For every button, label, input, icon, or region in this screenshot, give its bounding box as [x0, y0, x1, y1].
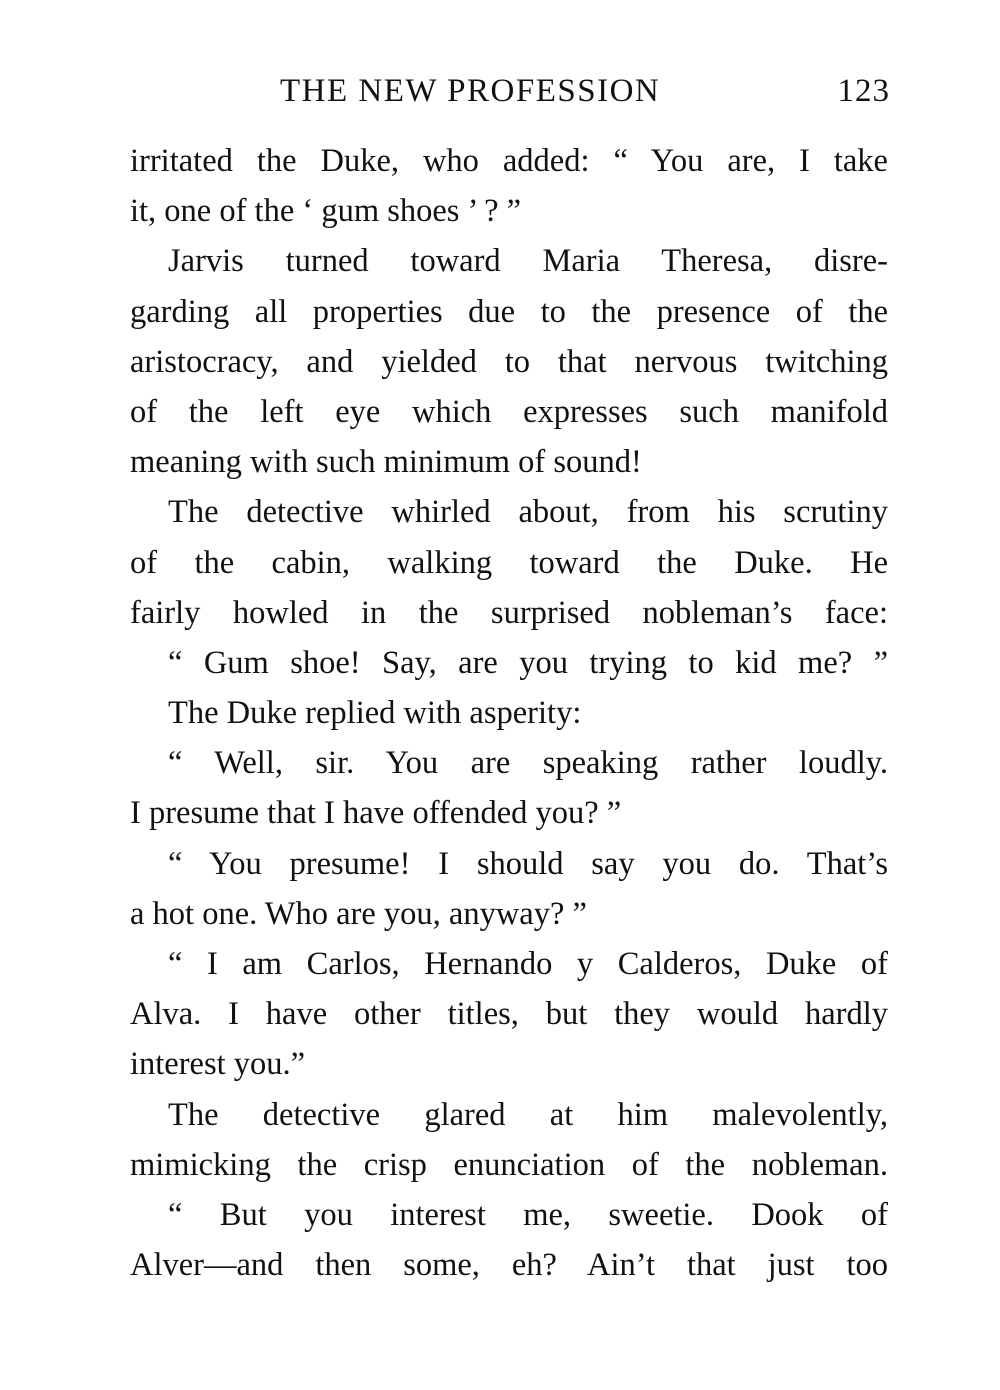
text-line: I presume that I have offended you? ”: [130, 795, 622, 832]
text-line: of the cabin, walking toward the Duke. He: [130, 544, 888, 581]
text-body: [130, 136, 888, 1290]
text-line: fairly howled in the surprised nobleman’s face:: [130, 594, 888, 631]
text-line: “ But you interest me, sweetie. Dook of: [168, 1196, 888, 1233]
text-line: garding all properties due to the presence of the: [130, 293, 888, 330]
text-line: Alver—and then some, eh? Ain’t that just too: [130, 1247, 888, 1284]
text-line: irritated the Duke, who added: “ You are, I take: [130, 143, 888, 179]
text-line: meaning with such minimum of sound!: [130, 444, 642, 481]
text-line: Alva. I have other titles, but they would hardly: [130, 996, 888, 1033]
text-line: mimicking the crisp enunciation of the nobleman.: [130, 1146, 888, 1183]
text-line: The detective whirled about, from his scrutiny: [168, 494, 888, 531]
text-line: a hot one. Who are you, anyway? ”: [130, 895, 587, 932]
text-line: The Duke replied with asperity:: [168, 695, 582, 732]
text-line: The detective glared at him malevolently,: [168, 1096, 888, 1133]
text-line: “ I am Carlos, Hernando y Calderos, Duke of: [168, 946, 888, 982]
text-line: of the left eye which expresses such manifold: [130, 393, 888, 430]
text-line: “ Gum shoe! Say, are you trying to kid me? ”: [168, 644, 888, 681]
text-line: Jarvis turned toward Maria Theresa, disre-: [168, 243, 888, 280]
text-line: it, one of the ‘ gum shoes ’ ? ”: [130, 193, 522, 230]
text-line: “ You presume! I should say you do. That’s: [168, 845, 888, 882]
text-line: aristocracy, and yielded to that nervous twitching: [130, 343, 888, 380]
running-head: [130, 66, 890, 116]
text-line: “ Well, sir. You are speaking rather loudly.: [168, 745, 888, 782]
text-line: interest you.”: [130, 1046, 306, 1083]
page-number: 123: [837, 73, 890, 109]
running-title: THE NEW PROFESSION: [280, 73, 661, 109]
